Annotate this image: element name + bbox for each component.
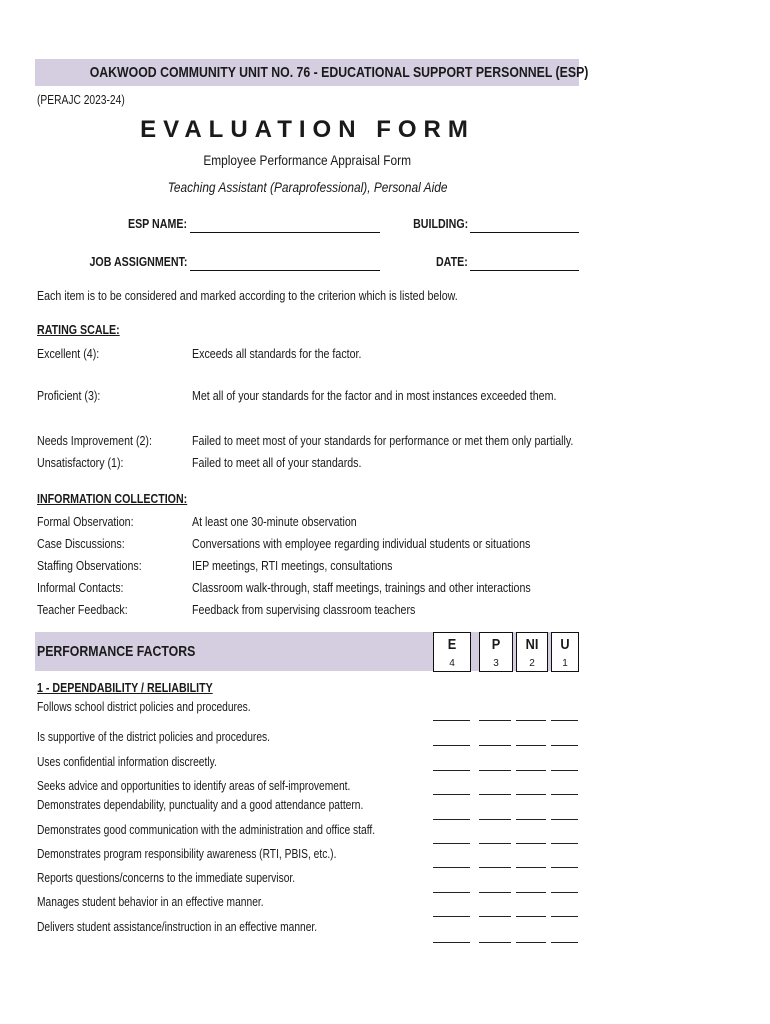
factor-item: Reports questions/concerns to the immediate supervisor. <box>37 871 296 885</box>
column-letter: P <box>491 636 501 653</box>
rating-blank[interactable] <box>551 794 578 795</box>
rating-column-ni <box>516 632 548 672</box>
info-desc: Feedback from supervising classroom teachers <box>192 602 416 617</box>
column-number: 4 <box>449 658 455 669</box>
instructions: Each item is to be considered and marked according to the criterion which is listed below. <box>37 288 458 303</box>
info-desc: IEP meetings, RTI meetings, consultations <box>192 558 393 573</box>
job-assignment-label: JOB ASSIGNMENT: <box>89 254 187 269</box>
rating-column-e <box>433 632 471 672</box>
rating-blank[interactable] <box>479 892 511 893</box>
rating-blank[interactable] <box>479 819 511 820</box>
rating-blank[interactable] <box>516 867 546 868</box>
factor-item: Demonstrates program responsibility awareness (RTI, PBIS, etc.). <box>37 847 337 861</box>
rating-label: Excellent (4): <box>37 346 100 361</box>
rating-blank[interactable] <box>479 916 511 917</box>
esp-name-field[interactable] <box>190 232 380 233</box>
rating-blank[interactable] <box>551 843 578 844</box>
rating-blank[interactable] <box>479 867 511 868</box>
info-collection-heading: INFORMATION COLLECTION: <box>37 491 188 506</box>
job-assignment-field[interactable] <box>190 270 380 271</box>
rating-blank[interactable] <box>433 720 470 721</box>
rating-label: Proficient (3): <box>37 388 101 403</box>
org-title: OAKWOOD COMMUNITY UNIT NO. 76 - EDUCATIONAL SUPPORT PERSONNEL (ESP) <box>89 64 589 81</box>
rating-blank[interactable] <box>551 892 578 893</box>
form-subtitle: Employee Performance Appraisal Form <box>203 152 412 168</box>
section-title: 1 - DEPENDABILITY / RELIABILITY <box>37 680 213 695</box>
rating-label: Needs Improvement (2): <box>37 433 152 448</box>
rating-blank[interactable] <box>516 942 546 943</box>
rating-blank[interactable] <box>551 720 578 721</box>
rating-blank[interactable] <box>433 942 470 943</box>
building-label: BUILDING: <box>412 216 468 231</box>
rating-blank[interactable] <box>516 892 546 893</box>
factor-item: Seeks advice and opportunities to identify areas of self-improvement. <box>37 779 351 793</box>
rating-blank[interactable] <box>479 942 511 943</box>
date-field[interactable] <box>470 270 579 271</box>
rating-blank[interactable] <box>516 720 546 721</box>
rating-blank[interactable] <box>516 770 546 771</box>
factor-item: Demonstrates good communication with the administration and office staff. <box>37 823 376 837</box>
rating-blank[interactable] <box>516 843 546 844</box>
rating-label: Unsatisfactory (1): <box>37 455 124 470</box>
performance-heading: PERFORMANCE FACTORS <box>37 643 196 660</box>
rating-blank[interactable] <box>551 916 578 917</box>
column-number: 1 <box>562 658 568 669</box>
rating-blank[interactable] <box>479 770 511 771</box>
rating-blank[interactable] <box>479 720 511 721</box>
rating-column-p <box>479 632 513 672</box>
rating-blank[interactable] <box>433 892 470 893</box>
position-title: Teaching Assistant (Paraprofessional), Personal Aide <box>167 179 448 195</box>
rating-blank[interactable] <box>551 770 578 771</box>
info-desc: At least one 30-minute observation <box>192 514 357 529</box>
rating-blank[interactable] <box>433 794 470 795</box>
info-desc: Classroom walk-through, staff meetings, trainings and other interactions <box>192 580 531 595</box>
rating-blank[interactable] <box>516 745 546 746</box>
rating-desc: Failed to meet most of your standards for performance or met them only partially. <box>192 433 574 448</box>
rating-blank[interactable] <box>479 843 511 844</box>
info-label: Informal Contacts: <box>37 580 124 595</box>
info-label: Formal Observation: <box>37 514 134 529</box>
factor-item: Demonstrates dependability, punctuality and a good attendance pattern. <box>37 798 364 812</box>
info-label: Case Discussions: <box>37 536 125 551</box>
form-title: EVALUATION FORM <box>140 116 475 143</box>
rating-blank[interactable] <box>433 745 470 746</box>
column-letter: U <box>560 636 570 653</box>
rating-scale-heading: RATING SCALE: <box>37 322 120 337</box>
column-letter: NI <box>525 636 539 653</box>
rating-blank[interactable] <box>479 794 511 795</box>
rating-blank[interactable] <box>551 867 578 868</box>
rating-column-u <box>551 632 579 672</box>
column-number: 3 <box>493 658 499 669</box>
rating-blank[interactable] <box>433 770 470 771</box>
column-number: 2 <box>529 658 535 669</box>
date-label: DATE: <box>436 254 468 269</box>
rating-blank[interactable] <box>516 794 546 795</box>
rating-desc: Met all of your standards for the factor and in most instances exceeded them. <box>192 388 557 403</box>
rating-blank[interactable] <box>433 843 470 844</box>
rating-blank[interactable] <box>516 819 546 820</box>
factor-item: Uses confidential information discreetly. <box>37 755 217 769</box>
info-label: Teacher Feedback: <box>37 602 128 617</box>
rating-blank[interactable] <box>479 745 511 746</box>
info-label: Staffing Observations: <box>37 558 142 573</box>
info-desc: Conversations with employee regarding individual students or situations <box>192 536 531 551</box>
rating-blank[interactable] <box>551 942 578 943</box>
rating-blank[interactable] <box>551 745 578 746</box>
esp-name-label: ESP NAME: <box>127 216 187 231</box>
rating-desc: Exceeds all standards for the factor. <box>192 346 362 361</box>
rating-desc: Failed to meet all of your standards. <box>192 455 362 470</box>
factor-item: Delivers student assistance/instruction in an effective manner. <box>37 920 318 934</box>
factor-item: Manages student behavior in an effective manner. <box>37 895 264 909</box>
factor-item: Follows school district policies and procedures. <box>37 700 251 714</box>
rating-blank[interactable] <box>433 867 470 868</box>
contract-note: (PERAJC 2023-24) <box>37 93 125 107</box>
column-letter: E <box>447 636 457 653</box>
building-field[interactable] <box>470 232 579 233</box>
rating-blank[interactable] <box>516 916 546 917</box>
rating-blank[interactable] <box>433 916 470 917</box>
factor-item: Is supportive of the district policies and procedures. <box>37 730 271 744</box>
rating-blank[interactable] <box>433 819 470 820</box>
rating-blank[interactable] <box>551 819 578 820</box>
